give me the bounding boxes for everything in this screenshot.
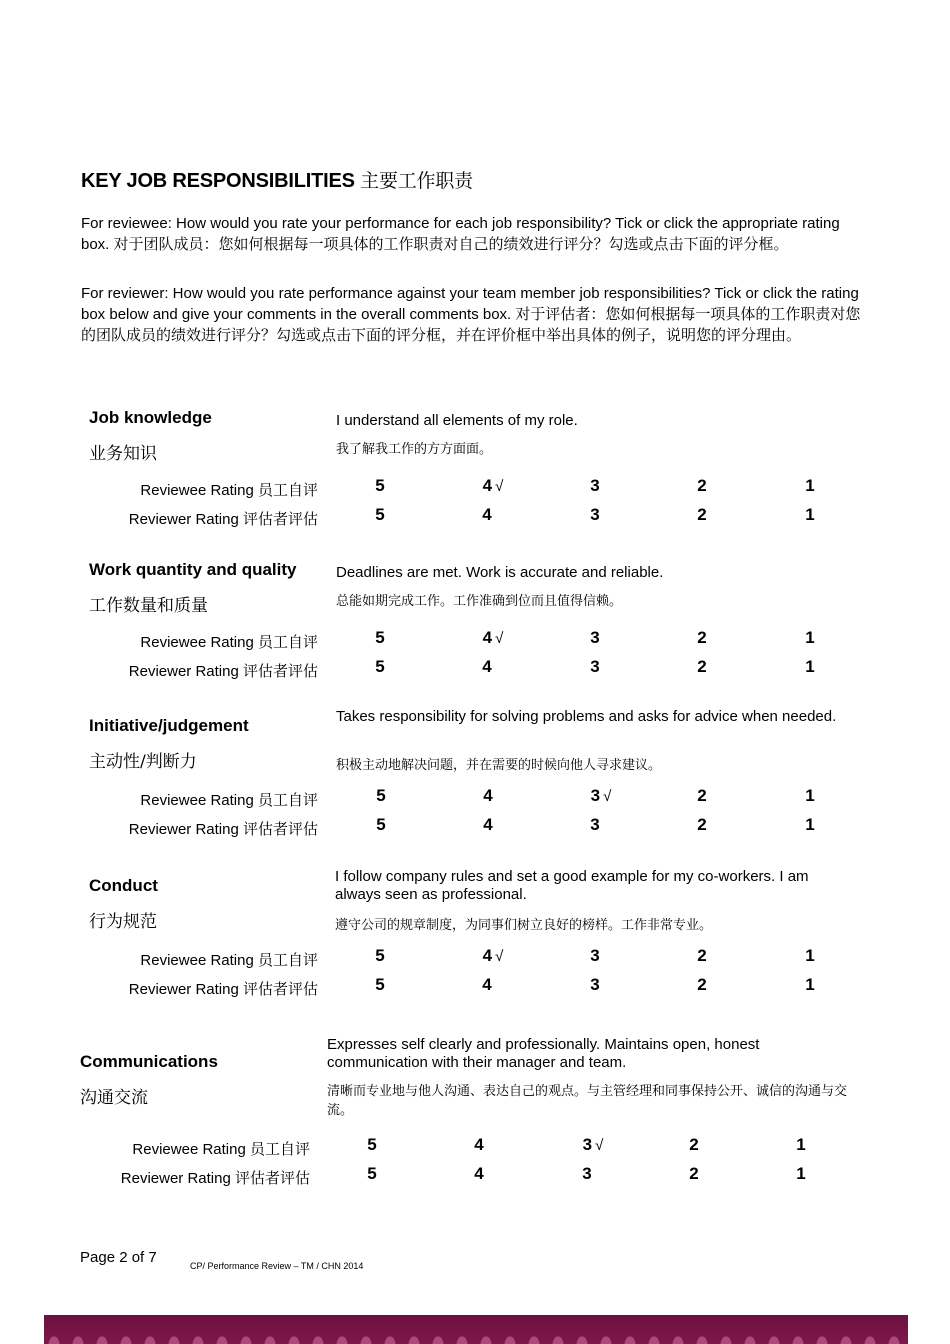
- page-number: Page 2 of 7: [80, 1249, 157, 1266]
- heading-zh: 主要工作职责: [360, 170, 473, 192]
- section-description-zh: 总能如期完成工作。工作准确到位而且值得信赖。: [336, 594, 623, 609]
- reviewee-rating-box-5[interactable]: 5: [375, 476, 385, 495]
- section-description-zh: 我了解我工作的方方面面。: [336, 442, 493, 457]
- reviewer-rating-box-1[interactable]: 1: [805, 815, 815, 834]
- reviewer-rating-box-3[interactable]: 3: [582, 1164, 592, 1183]
- reviewee-rating-box-2[interactable]: 2: [689, 1135, 699, 1154]
- reviewee-rating-box-1[interactable]: 1: [805, 628, 815, 647]
- section-description-zh: 清晰而专业地与他人沟通、表达自己的观点。与主管经理和同事保持公开、诚信的沟通与交流。: [327, 1084, 848, 1118]
- decorative-footer-band: [44, 1315, 908, 1344]
- intro-reviewee-en: For reviewee: How would you rate your performance for each job responsibility? Tick or click the appropriate rating box.: [81, 215, 840, 253]
- document-code: CP/ Performance Review – TM / CHN 2014: [190, 1261, 364, 1271]
- section-description-zh: 遵守公司的规章制度，为同事们树立良好的榜样。工作非常专业。: [335, 918, 713, 933]
- reviewer-rating-box-4[interactable]: 4: [483, 815, 493, 834]
- reviewer-rating-box-2[interactable]: 2: [697, 657, 707, 676]
- reviewer-rating-box-5[interactable]: 5: [367, 1164, 377, 1183]
- section-title-zh: 沟通交流: [80, 1088, 148, 1108]
- reviewer-rating-box-5[interactable]: 5: [376, 815, 386, 834]
- reviewer-rating-box-4[interactable]: 4: [482, 505, 492, 524]
- reviewer-rating-label: Reviewer Rating 评估者评估: [120, 1169, 310, 1187]
- reviewee-rating-box-2[interactable]: 2: [697, 476, 707, 495]
- reviewee-rating-box-4[interactable]: 4 √: [482, 946, 504, 965]
- reviewer-rating-box-3[interactable]: 3: [590, 815, 600, 834]
- section-description: Expresses self clearly and professionally. Maintains open, honest communication with their manager and team.: [327, 1036, 760, 1071]
- reviewee-rating-box-3[interactable]: 3 √: [582, 1135, 604, 1154]
- reviewer-rating-label: Reviewer Rating 评估者评估: [128, 662, 318, 680]
- section-title: Conduct: [89, 876, 158, 895]
- check-icon: √: [603, 788, 612, 805]
- reviewer-rating-box-3[interactable]: 3: [590, 657, 600, 676]
- reviewer-rating-box-5[interactable]: 5: [375, 505, 385, 524]
- section-title: Communications: [80, 1052, 218, 1071]
- reviewee-rating-label: Reviewee Rating 员工自评: [140, 633, 318, 651]
- check-icon: √: [495, 630, 504, 647]
- reviewee-rating-box-4[interactable]: 4 √: [482, 628, 504, 647]
- section-description: I follow company rules and set a good example for my co-workers. I am always seen as professional.: [335, 868, 809, 903]
- reviewee-rating-box-1[interactable]: 1: [796, 1135, 806, 1154]
- reviewee-rating-box-2[interactable]: 2: [697, 786, 707, 805]
- reviewee-rating-box-3[interactable]: 3 √: [590, 786, 612, 805]
- reviewee-rating-box-4[interactable]: 4: [474, 1135, 484, 1154]
- reviewer-rating-box-2[interactable]: 2: [697, 815, 707, 834]
- section-description-zh: 积极主动地解决问题，并在需要的时候向他人寻求建议。: [336, 758, 662, 773]
- reviewer-rating-box-3[interactable]: 3: [590, 505, 600, 524]
- reviewee-rating-box-2[interactable]: 2: [697, 628, 707, 647]
- reviewer-rating-box-1[interactable]: 1: [796, 1164, 806, 1183]
- intro-reviewer: [81, 284, 866, 346]
- reviewer-rating-box-4[interactable]: 4: [482, 975, 492, 994]
- reviewer-rating-label: Reviewer Rating 评估者评估: [128, 820, 318, 838]
- section-title: Initiative/judgement: [89, 716, 249, 735]
- intro-reviewer-en: For reviewer: How would you rate performance against your team member job responsibilities? Tick or click the rating box below and give your comments in the overall comments box.: [81, 285, 859, 323]
- intro-reviewee: [81, 214, 866, 255]
- reviewer-rating-box-2[interactable]: 2: [689, 1164, 699, 1183]
- reviewee-rating-box-4[interactable]: 4 √: [482, 476, 504, 495]
- reviewer-rating-box-1[interactable]: 1: [805, 975, 815, 994]
- check-icon: √: [495, 478, 504, 495]
- section-description: Takes responsibility for solving problems and asks for advice when needed.: [336, 708, 837, 725]
- section-description: Deadlines are met. Work is accurate and reliable.: [336, 564, 664, 581]
- reviewee-rating-box-3[interactable]: 3: [590, 476, 600, 495]
- reviewee-rating-box-3[interactable]: 3: [590, 946, 600, 965]
- reviewer-rating-box-1[interactable]: 1: [805, 657, 815, 676]
- section-title-zh: 工作数量和质量: [89, 596, 208, 616]
- reviewee-rating-box-5[interactable]: 5: [375, 628, 385, 647]
- section-title: Job knowledge: [89, 408, 212, 427]
- reviewer-rating-box-5[interactable]: 5: [375, 657, 385, 676]
- section-title-zh: 主动性/判断力: [89, 752, 197, 772]
- reviewee-rating-box-1[interactable]: 1: [805, 476, 815, 495]
- check-icon: √: [495, 948, 504, 965]
- reviewer-rating-box-2[interactable]: 2: [697, 975, 707, 994]
- reviewer-rating-box-2[interactable]: 2: [697, 505, 707, 524]
- reviewee-rating-label: Reviewee Rating 员工自评: [140, 481, 318, 499]
- reviewee-rating-box-5[interactable]: 5: [376, 786, 386, 805]
- section-title-zh: 行为规范: [89, 912, 157, 932]
- reviewee-rating-label: Reviewee Rating 员工自评: [132, 1140, 310, 1158]
- reviewee-rating-box-2[interactable]: 2: [697, 946, 707, 965]
- check-icon: √: [595, 1137, 604, 1154]
- reviewer-rating-label: Reviewer Rating 评估者评估: [128, 980, 318, 998]
- reviewee-rating-box-1[interactable]: 1: [805, 786, 815, 805]
- reviewer-rating-box-4[interactable]: 4: [474, 1164, 484, 1183]
- reviewee-rating-box-5[interactable]: 5: [367, 1135, 377, 1154]
- heading-en: KEY JOB RESPONSIBILITIES: [81, 170, 355, 192]
- section-title-zh: 业务知识: [89, 444, 157, 464]
- reviewer-rating-box-5[interactable]: 5: [375, 975, 385, 994]
- reviewer-rating-box-3[interactable]: 3: [590, 975, 600, 994]
- reviewee-rating-label: Reviewee Rating 员工自评: [140, 791, 318, 809]
- reviewer-rating-box-4[interactable]: 4: [482, 657, 492, 676]
- intro-reviewer-zh: 对于评估者：您如何根据每一项具体的工作职责对您的团队成员的绩效进行评分？勾选或点击下面的评分框，并在评价框中举出具体的例子，说明您的评分理由。: [81, 305, 861, 344]
- page-heading: [81, 166, 473, 193]
- reviewee-rating-box-5[interactable]: 5: [375, 946, 385, 965]
- reviewee-rating-box-1[interactable]: 1: [805, 946, 815, 965]
- section-description: I understand all elements of my role.: [336, 412, 578, 429]
- reviewee-rating-label: Reviewee Rating 员工自评: [140, 951, 318, 969]
- reviewer-rating-box-1[interactable]: 1: [805, 505, 815, 524]
- reviewee-rating-box-4[interactable]: 4: [483, 786, 493, 805]
- reviewee-rating-box-3[interactable]: 3: [590, 628, 600, 647]
- reviewer-rating-label: Reviewer Rating 评估者评估: [128, 510, 318, 528]
- intro-reviewee-zh: 对于团队成员：您如何根据每一项具体的工作职责对自己的绩效进行评分？勾选或点击下面的评分框。: [113, 235, 789, 253]
- section-title: Work quantity and quality: [89, 560, 297, 579]
